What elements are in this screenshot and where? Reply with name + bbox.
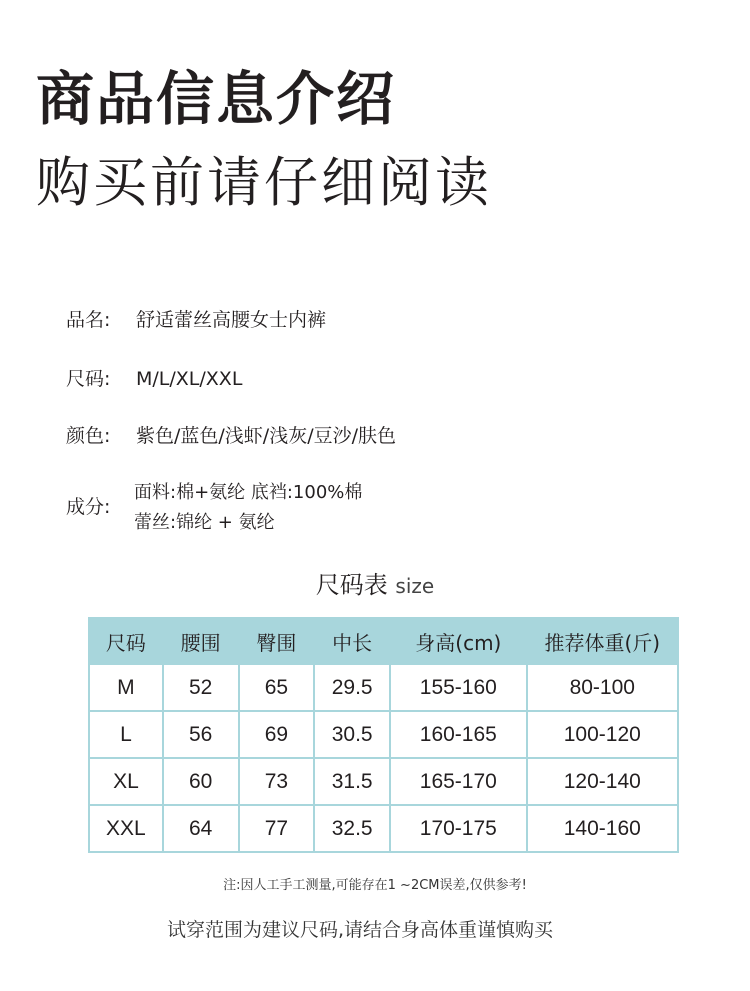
header-weight: 推荐体重(斤) — [527, 618, 678, 664]
header-height: 身高(cm) — [390, 618, 527, 664]
cell-size: M — [89, 664, 163, 711]
table-row — [89, 758, 678, 805]
composition-line-fabric: 面料:棉+氨纶 底裆:100%棉 — [134, 482, 363, 503]
name-label: 品名: — [66, 309, 111, 331]
cell-height: 170-175 — [390, 805, 527, 852]
name-value: 舒适蕾丝高腰女士内裤 — [136, 309, 327, 331]
info-row-color — [66, 423, 396, 449]
page-subtitle: 购买前请仔细阅读 — [36, 151, 492, 214]
header-size: 尺码 — [89, 618, 163, 664]
header-waist: 腰围 — [163, 618, 239, 664]
cell-waist: 64 — [163, 805, 239, 852]
header-length: 中长 — [314, 618, 390, 664]
cell-length: 31.5 — [314, 758, 390, 805]
size-table-title — [0, 565, 750, 600]
table-row — [89, 711, 678, 758]
cell-waist: 52 — [163, 664, 239, 711]
cell-height: 160-165 — [390, 711, 527, 758]
cell-size: L — [89, 711, 163, 758]
cell-weight: 140-160 — [527, 805, 678, 852]
cell-hip: 65 — [239, 664, 315, 711]
size-advice: 试穿范围为建议尺码,请结合身高体重谨慎购买 — [166, 919, 554, 941]
cell-weight: 100-120 — [527, 711, 678, 758]
cell-waist: 56 — [163, 711, 239, 758]
size-table-title-en: size — [395, 574, 435, 598]
cell-hip: 77 — [239, 805, 315, 852]
size-label: 尺码: — [66, 368, 111, 390]
info-row-size — [66, 366, 242, 392]
size-table-header-row — [89, 618, 678, 664]
header-hip: 臀围 — [239, 618, 315, 664]
page-title: 商品信息介绍 — [36, 65, 397, 133]
color-label: 颜色: — [66, 425, 111, 447]
cell-hip: 69 — [239, 711, 315, 758]
composition-line-lace: 蕾丝:锦纶 + 氨纶 — [134, 512, 275, 533]
cell-length: 29.5 — [314, 664, 390, 711]
table-row — [89, 805, 678, 852]
info-row-name — [66, 307, 326, 333]
cell-height: 165-170 — [390, 758, 527, 805]
composition-label: 成分: — [66, 496, 111, 518]
table-row — [89, 664, 678, 711]
size-value: M/L/XL/XXL — [136, 368, 243, 390]
composition-value — [134, 478, 362, 538]
color-value: 紫色/蓝色/浅虾/浅灰/豆沙/肤色 — [136, 425, 397, 447]
size-table — [88, 617, 679, 853]
cell-weight: 80-100 — [527, 664, 678, 711]
cell-length: 30.5 — [314, 711, 390, 758]
cell-length: 32.5 — [314, 805, 390, 852]
measurement-note: 注:因人工手工测量,可能存在1 ~2CM误差,仅供参考! — [223, 878, 527, 893]
cell-weight: 120-140 — [527, 758, 678, 805]
cell-size: XXL — [89, 805, 163, 852]
cell-hip: 73 — [239, 758, 315, 805]
cell-waist: 60 — [163, 758, 239, 805]
cell-size: XL — [89, 758, 163, 805]
size-table-title-cn: 尺码表 — [315, 571, 388, 599]
cell-height: 155-160 — [390, 664, 527, 711]
